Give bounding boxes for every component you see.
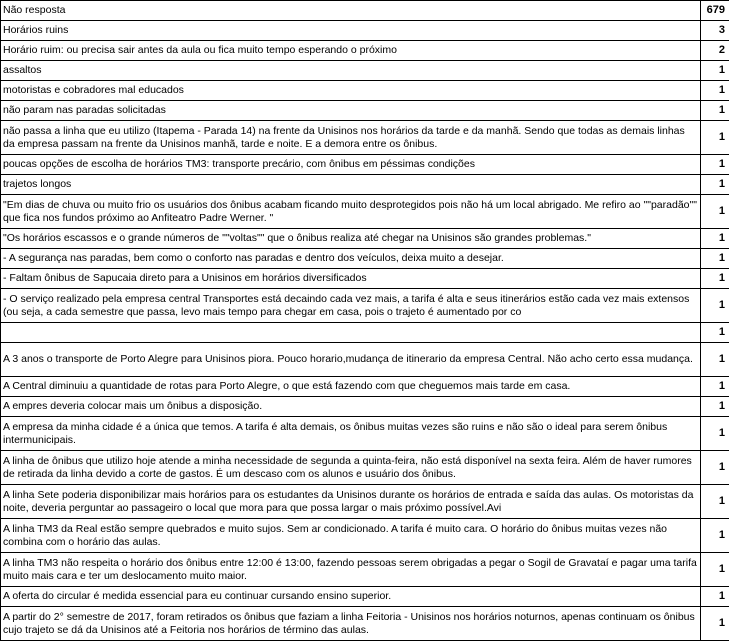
- table-row: [1, 451, 729, 485]
- table-row: [1, 249, 729, 269]
- count-cell: 1: [701, 451, 729, 485]
- count-cell: 1: [701, 417, 729, 451]
- response-cell: assaltos: [1, 61, 701, 81]
- response-cell: A linha TM3 da Real estão sempre quebrados e muito sujos. Sem ar condicionado. A tarifa é muito cara. O horário do ônibus muitas vezes não combina com o horário das aulas.: [1, 519, 701, 553]
- count-cell: 1: [701, 101, 729, 121]
- table-row: [1, 101, 729, 121]
- count-cell: 1: [701, 343, 729, 377]
- count-cell: 1: [701, 397, 729, 417]
- table-row: [1, 553, 729, 587]
- response-cell: poucas opções de escolha de horários TM3: transporte precário, com ônibus em péssimas condições: [1, 155, 701, 175]
- table-row: [1, 587, 729, 607]
- response-cell: "Os horários escassos e o grande números de ""voltas"" que o ônibus realiza até chegar na Unisinos são grandes problemas.": [1, 229, 701, 249]
- response-cell: A linha Sete poderia disponibilizar mais horários para os estudantes da Unisinos durante os horários de entrada e saída das aulas. Os motoristas da noite, deveria perguntar ao passageiro o local que mora para que possa largar o mais próximo possível.Avi: [1, 485, 701, 519]
- table-row: [1, 519, 729, 553]
- count-cell: 1: [701, 249, 729, 269]
- response-cell: - A segurança nas paradas, bem como o conforto nas paradas e dentro dos veículos, deixa muito a desejar.: [1, 249, 701, 269]
- table-row: [1, 1, 729, 21]
- response-cell: A Central diminuiu a quantidade de rotas para Porto Alegre, o que está fazendo com que cheguemos mais tarde em casa.: [1, 377, 701, 397]
- table-row: [1, 417, 729, 451]
- response-cell: motoristas e cobradores mal educados: [1, 81, 701, 101]
- table-row: [1, 485, 729, 519]
- response-cell: Não resposta: [1, 1, 701, 21]
- table-row: [1, 21, 729, 41]
- table-row: [1, 269, 729, 289]
- response-cell: - O serviço realizado pela empresa central Transportes está decaindo cada vez mais, a tarifa é alta e seus itinerários estão cada vez mais extensos (ou seja, a cada semestre que passa, levo mais tempo para chegar em casa, pois o trajeto é aumentado por co: [1, 289, 701, 323]
- table-row: [1, 81, 729, 101]
- count-cell: 1: [701, 519, 729, 553]
- table-row: [1, 397, 729, 417]
- response-cell: A 3 anos o transporte de Porto Alegre para Unisinos piora. Pouco horario,mudança de itinerario da empresa Central. Não acho certo essa mudança.: [1, 343, 701, 377]
- count-cell: 1: [701, 175, 729, 195]
- count-cell: 1: [701, 553, 729, 587]
- table-row: [1, 175, 729, 195]
- table-row: [1, 377, 729, 397]
- count-cell: 1: [701, 323, 729, 343]
- table-row: [1, 61, 729, 81]
- count-cell: 1: [701, 155, 729, 175]
- count-cell: 1: [701, 269, 729, 289]
- table-row: [1, 121, 729, 155]
- table-row: [1, 607, 729, 641]
- table-row: [1, 41, 729, 61]
- count-cell: 1: [701, 607, 729, 641]
- response-cell: "Em dias de chuva ou muito frio os usuários dos ônibus acabam ficando muito desprotegidos pois não há um local abrigado. Me refiro ao ""paradão"" que fica nos fundos próximo ao Anfiteatro Padre Werner. ": [1, 195, 701, 229]
- count-cell: 1: [701, 229, 729, 249]
- response-cell: A partir do 2° semestre de 2017, foram retirados os ônibus que faziam a linha Feitoria - Unisinos nos horários noturnos, apenas continuam os ônibus cujo trajeto se dá da Unisinos até a Feitoria nos horários de término das aulas.: [1, 607, 701, 641]
- count-cell: 2: [701, 41, 729, 61]
- table-row: [1, 229, 729, 249]
- count-cell: 1: [701, 81, 729, 101]
- count-cell: 1: [701, 61, 729, 81]
- table-row: [1, 195, 729, 229]
- response-cell: - Faltam ônibus de Sapucaia direto para a Unisinos em horários diversificados: [1, 269, 701, 289]
- response-cell: A linha TM3 não respeita o horário dos ônibus entre 12:00 é 13:00, fazendo pessoas serem obrigadas a pegar o Sogil de Gravataí e pagar uma tarifa muito mais cara e ter um deslocamento muito maior.: [1, 553, 701, 587]
- responses-table-body: [1, 1, 729, 641]
- count-cell: 1: [701, 121, 729, 155]
- response-cell: não passa a linha que eu utilizo (Itapema - Parada 14) na frente da Unisinos nos horários da tarde e da manhã. Sendo que todas as demais linhas da empresa passam na frente da Unisinos manhã, tarde e noite. E a demora entre os ônibus.: [1, 121, 701, 155]
- table-row: [1, 343, 729, 377]
- response-cell: Horários ruins: [1, 21, 701, 41]
- count-cell: 1: [701, 587, 729, 607]
- count-cell: 679: [701, 1, 729, 21]
- response-cell: Horário ruim: ou precisa sair antes da aula ou fica muito tempo esperando o próximo: [1, 41, 701, 61]
- response-cell: não param nas paradas solicitadas: [1, 101, 701, 121]
- count-cell: 1: [701, 485, 729, 519]
- response-cell: trajetos longos: [1, 175, 701, 195]
- table-row: [1, 323, 729, 343]
- table-row: [1, 289, 729, 323]
- count-cell: 1: [701, 289, 729, 323]
- count-cell: 3: [701, 21, 729, 41]
- response-cell: [1, 323, 701, 343]
- table-row: [1, 155, 729, 175]
- count-cell: 1: [701, 377, 729, 397]
- response-cell: A empres deveria colocar mais um ônibus a disposição.: [1, 397, 701, 417]
- response-cell: A linha de ônibus que utilizo hoje atende a minha necessidade de segunda a quinta-feira, não está disponível na sexta feira. Além de haver rumores de retirada da linha devido a corte de gastos. É um descaso com os alunos e usuário dos ônibus.: [1, 451, 701, 485]
- count-cell: 1: [701, 195, 729, 229]
- response-cell: A oferta do circular é medida essencial para eu continuar cursando ensino superior.: [1, 587, 701, 607]
- response-cell: A empresa da minha cidade é a única que temos. A tarifa é alta demais, os ônibus muitas vezes são ruins e não são o ideal para serem ônibus intermunicipais.: [1, 417, 701, 451]
